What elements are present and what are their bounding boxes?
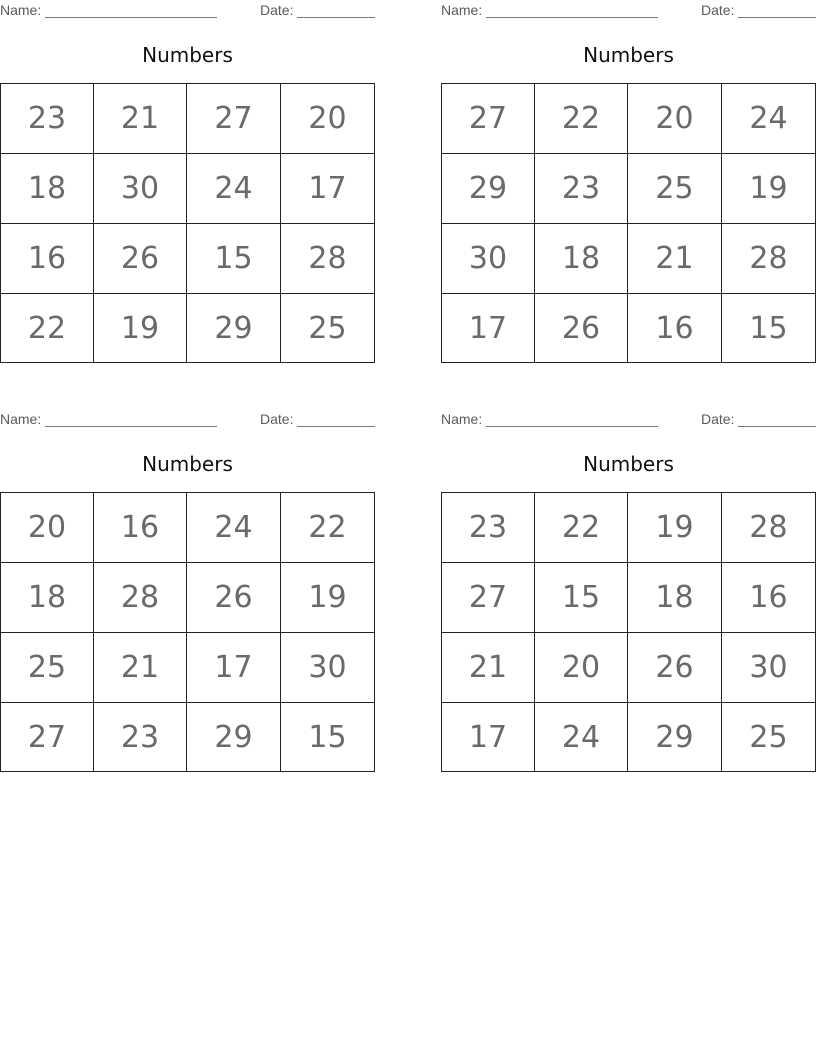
card-title: Numbers	[142, 43, 233, 67]
number-cell: 30	[442, 224, 535, 294]
name-blank-line[interactable]	[45, 17, 217, 18]
number-cell: 17	[442, 703, 535, 771]
number-cell: 19	[628, 493, 722, 563]
number-cell: 25	[308, 310, 347, 346]
number-cell: 18	[1, 154, 94, 224]
number-cell: 15	[749, 310, 788, 346]
number-grid	[0, 83, 375, 363]
card-title: Numbers	[142, 452, 233, 476]
number-cell: 24	[187, 493, 281, 563]
date-blank-line[interactable]	[738, 17, 816, 18]
number-cell: 22	[535, 493, 628, 563]
number-cell: 30	[281, 633, 374, 703]
number-cell: 18	[628, 563, 722, 633]
number-grid	[441, 492, 816, 772]
number-cell: 18	[535, 224, 628, 294]
number-grid	[441, 83, 816, 363]
number-cell: 15	[308, 719, 347, 755]
number-grid	[0, 492, 375, 772]
number-cell: 20	[1, 493, 94, 563]
number-cell: 18	[1, 563, 94, 633]
date-blank-line[interactable]	[297, 426, 375, 427]
number-cell: 28	[94, 563, 187, 633]
number-cell: 23	[442, 493, 535, 563]
number-cell: 20	[535, 633, 628, 703]
number-cell: 21	[94, 84, 187, 154]
name-label: Name:	[441, 2, 483, 18]
name-date-header	[0, 409, 375, 431]
number-cell: 26	[187, 563, 281, 633]
date-label: Date:	[260, 2, 294, 18]
date-label: Date:	[260, 411, 294, 427]
number-cell: 25	[1, 633, 94, 703]
number-cell: 15	[535, 563, 628, 633]
number-cell: 26	[628, 633, 722, 703]
number-cell: 22	[535, 84, 628, 154]
name-blank-line[interactable]	[486, 426, 658, 427]
number-cell: 29	[187, 703, 281, 771]
number-cell: 21	[94, 633, 187, 703]
number-cell: 16	[1, 224, 94, 294]
number-cell: 30	[722, 633, 815, 703]
number-cell: 30	[94, 154, 187, 224]
number-cell: 16	[722, 563, 815, 633]
number-cell: 28	[722, 224, 815, 294]
number-cell: 29	[628, 703, 722, 771]
number-cell: 27	[442, 84, 535, 154]
name-blank-line[interactable]	[45, 426, 217, 427]
number-cell: 21	[628, 224, 722, 294]
number-cell: 17	[281, 154, 374, 224]
number-cell: 28	[281, 224, 374, 294]
date-blank-line[interactable]	[297, 17, 375, 18]
number-cell: 19	[94, 294, 187, 362]
number-cell: 24	[187, 154, 281, 224]
name-date-header	[0, 0, 375, 22]
worksheet-card-1	[0, 0, 375, 346]
number-cell: 24	[722, 84, 815, 154]
number-cell: 20	[628, 84, 722, 154]
number-cell: 19	[722, 154, 815, 224]
number-cell: 16	[628, 294, 722, 362]
number-cell: 24	[535, 703, 628, 771]
number-cell: 28	[722, 493, 815, 563]
number-cell: 27	[187, 84, 281, 154]
name-date-header	[441, 0, 816, 22]
number-cell: 16	[94, 493, 187, 563]
number-cell: 27	[1, 703, 94, 771]
name-label: Name:	[441, 411, 483, 427]
number-cell: 22	[281, 493, 374, 563]
name-label: Name:	[0, 2, 42, 18]
number-cell: 23	[535, 154, 628, 224]
card-title: Numbers	[583, 452, 674, 476]
worksheet-card-4	[441, 409, 816, 755]
date-label: Date:	[701, 2, 735, 18]
name-blank-line[interactable]	[486, 17, 658, 18]
name-date-header	[441, 409, 816, 431]
number-cell: 29	[442, 154, 535, 224]
name-label: Name:	[0, 411, 42, 427]
number-cell: 23	[94, 703, 187, 771]
number-cell: 20	[281, 84, 374, 154]
number-cell: 23	[1, 84, 94, 154]
number-cell: 25	[628, 154, 722, 224]
number-cell: 29	[187, 294, 281, 362]
number-cell: 15	[187, 224, 281, 294]
number-cell: 21	[442, 633, 535, 703]
date-label: Date:	[701, 411, 735, 427]
worksheet-card-2	[441, 0, 816, 346]
number-cell: 27	[442, 563, 535, 633]
number-cell: 17	[187, 633, 281, 703]
number-cell: 26	[535, 294, 628, 362]
card-title: Numbers	[583, 43, 674, 67]
number-cell: 17	[442, 294, 535, 362]
worksheet-card-3	[0, 409, 375, 755]
number-cell: 26	[94, 224, 187, 294]
date-blank-line[interactable]	[738, 426, 816, 427]
number-cell: 19	[281, 563, 374, 633]
number-cell: 25	[749, 719, 788, 755]
number-cell: 22	[1, 294, 94, 362]
